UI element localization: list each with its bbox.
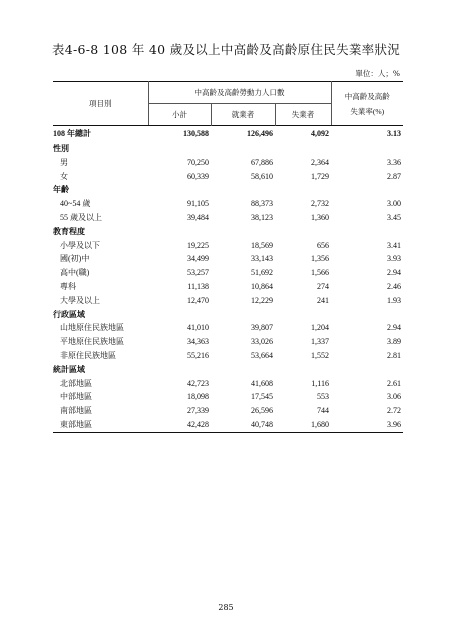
unemployed-value: 1,360	[311, 212, 329, 222]
total-value: 41,010	[187, 323, 209, 333]
rate-value	[331, 142, 403, 156]
unemployed-value: 1,116	[311, 378, 329, 388]
row-label: 非原住民族地區	[60, 350, 116, 360]
unemployed-value: 1,337	[311, 337, 329, 347]
row-label: 專科	[60, 281, 76, 291]
table-row	[53, 418, 403, 432]
employed-value: 88,373	[251, 199, 273, 209]
employed-value: 39,807	[251, 323, 273, 333]
table-row	[53, 211, 403, 225]
row-label-header: 項目別	[53, 82, 148, 126]
section-row	[53, 142, 403, 156]
row-label: 國(初)中	[60, 254, 90, 264]
total-value: 39,484	[187, 212, 209, 222]
unemployed-value: 1,680	[275, 418, 331, 432]
rate-value: 2.94	[387, 323, 401, 333]
unemployed-value: 1,729	[311, 171, 329, 181]
employed-value: 67,886	[251, 157, 273, 167]
table-row	[53, 404, 403, 418]
labor-force-group-header: 中高齡及高齡勞動力人口數	[148, 82, 331, 104]
employed-value: 53,664	[251, 350, 273, 360]
section-row	[53, 363, 403, 377]
row-label: 教育程度	[53, 226, 85, 236]
total-value	[148, 183, 211, 197]
rate-value: 2.94	[387, 268, 401, 278]
table-row	[53, 239, 403, 253]
row-label: 高中(職)	[60, 268, 90, 278]
rate-value: 3.00	[387, 199, 401, 209]
unemployed-value: 553	[317, 392, 329, 402]
employed-value: 38,123	[251, 212, 273, 222]
unemployed-value	[275, 363, 331, 377]
rate-value: 3.93	[387, 254, 401, 264]
employed-value	[211, 183, 275, 197]
page-number: 285	[218, 603, 234, 612]
table-row	[53, 321, 403, 335]
rate-value: 3.13	[387, 129, 401, 138]
header-row-1	[53, 82, 403, 104]
employed-value: 41,608	[251, 378, 273, 388]
total-value	[148, 308, 211, 322]
total-row	[53, 126, 403, 143]
table-row	[53, 197, 403, 211]
rate-value: 3.41	[387, 240, 401, 250]
total-value: 34,499	[187, 254, 209, 264]
row-label: 年齡	[53, 185, 69, 195]
total-value: 27,339	[187, 406, 209, 416]
rate-value: 2.87	[387, 171, 401, 181]
total-value: 34,363	[187, 337, 209, 347]
unemployed-value: 2,364	[311, 157, 329, 167]
row-label: 108 年總計	[53, 129, 91, 138]
rate-value: 3.96	[331, 418, 403, 432]
rate-value	[331, 183, 403, 197]
row-label: 40~54 歲	[60, 199, 91, 209]
table-title: 表4-6-8 108 年 40 歲及以上中高齡及高齡原住民失業率狀況	[51, 42, 401, 57]
total-value	[148, 363, 211, 377]
unemployed-value	[275, 225, 331, 239]
employed-value: 126,496	[247, 129, 273, 138]
employed-value: 58,610	[251, 171, 273, 181]
row-label: 男	[60, 157, 68, 167]
table-row	[53, 266, 403, 280]
employed-value: 10,864	[251, 281, 273, 291]
unemployed-value: 2,732	[311, 199, 329, 209]
rate-header-line-1: 中高齡及高齡	[344, 91, 390, 101]
unemployed-value: 1,356	[311, 254, 329, 264]
employed-value: 18,569	[251, 240, 273, 250]
unemployed-value	[275, 308, 331, 322]
rate-value	[331, 363, 403, 377]
total-value: 55,216	[187, 350, 209, 360]
rate-value: 3.89	[387, 337, 401, 347]
total-value: 42,428	[148, 418, 211, 432]
table-row	[53, 349, 403, 363]
unemployed-value: 1,204	[311, 323, 329, 333]
unemployed-value: 656	[317, 240, 329, 250]
employed-value: 26,596	[251, 406, 273, 416]
row-label: 55 歲及以上	[60, 212, 102, 222]
total-value: 11,138	[187, 281, 209, 291]
col-total-header: 小計	[148, 104, 211, 126]
rate-value: 3.36	[387, 157, 401, 167]
col-employed-header: 就業者	[211, 104, 275, 126]
rate-value: 2.72	[387, 406, 401, 416]
section-row	[53, 308, 403, 322]
row-label: 南部地區	[60, 406, 92, 416]
row-label: 山地原住民族地區	[60, 323, 124, 333]
total-value: 18,098	[187, 392, 209, 402]
row-label: 小學及以下	[60, 240, 100, 250]
table-row	[53, 335, 403, 349]
table-row	[53, 280, 403, 294]
row-label: 北部地區	[60, 378, 92, 388]
table-row	[53, 377, 403, 391]
unemployed-value: 1,552	[311, 350, 329, 360]
total-value: 130,588	[183, 129, 209, 138]
table-row	[53, 170, 403, 184]
employed-value	[211, 142, 275, 156]
rate-value: 2.81	[387, 350, 401, 360]
rate-value	[331, 308, 403, 322]
rate-value: 3.06	[387, 392, 401, 402]
table-row	[53, 390, 403, 404]
unit-note: 單位：人；%	[355, 69, 400, 78]
unemployment-table	[53, 81, 403, 433]
employed-value	[211, 225, 275, 239]
total-value: 12,470	[187, 295, 209, 305]
section-row	[53, 225, 403, 239]
table-body	[53, 126, 403, 433]
rate-value: 1.93	[387, 295, 401, 305]
row-label: 大學及以上	[60, 295, 100, 305]
unemployed-value	[275, 142, 331, 156]
unemployed-value: 241	[317, 295, 329, 305]
row-label: 統計區域	[53, 364, 85, 374]
table-row	[53, 252, 403, 266]
total-value: 60,339	[187, 171, 209, 181]
employed-value: 12,229	[251, 295, 273, 305]
employed-value: 17,545	[251, 392, 273, 402]
rate-value: 2.61	[387, 378, 401, 388]
row-label: 平地原住民族地區	[60, 337, 124, 347]
unemployed-value	[275, 183, 331, 197]
employed-value: 33,143	[251, 254, 273, 264]
total-value	[148, 225, 211, 239]
row-label: 行政區域	[53, 309, 85, 319]
rate-value: 3.45	[387, 212, 401, 222]
unemployed-value: 1,566	[311, 268, 329, 278]
total-value: 91,105	[187, 199, 209, 209]
total-value: 42,723	[187, 378, 209, 388]
row-label: 女	[60, 171, 68, 181]
unemployed-value: 4,092	[311, 129, 329, 138]
table-row	[53, 156, 403, 170]
employed-value: 40,748	[211, 418, 275, 432]
row-label: 東部地區	[53, 418, 148, 432]
total-value	[148, 142, 211, 156]
employed-value: 51,692	[251, 268, 273, 278]
total-value: 70,250	[187, 157, 209, 167]
total-value: 19,225	[187, 240, 209, 250]
row-label: 性別	[53, 144, 69, 153]
total-value: 53,257	[187, 268, 209, 278]
unemployed-value: 274	[317, 281, 329, 291]
employed-value	[211, 308, 275, 322]
employed-value	[211, 363, 275, 377]
rate-header-line-2: 失業率(%)	[350, 106, 385, 116]
col-unemployed-header: 失業者	[275, 104, 331, 126]
unemployed-value: 744	[317, 406, 329, 416]
section-row	[53, 183, 403, 197]
row-label: 中部地區	[60, 392, 92, 402]
table-row	[53, 294, 403, 308]
rate-value: 2.46	[387, 281, 401, 291]
employed-value: 33,026	[251, 337, 273, 347]
rate-value	[331, 225, 403, 239]
rate-header	[331, 82, 403, 126]
